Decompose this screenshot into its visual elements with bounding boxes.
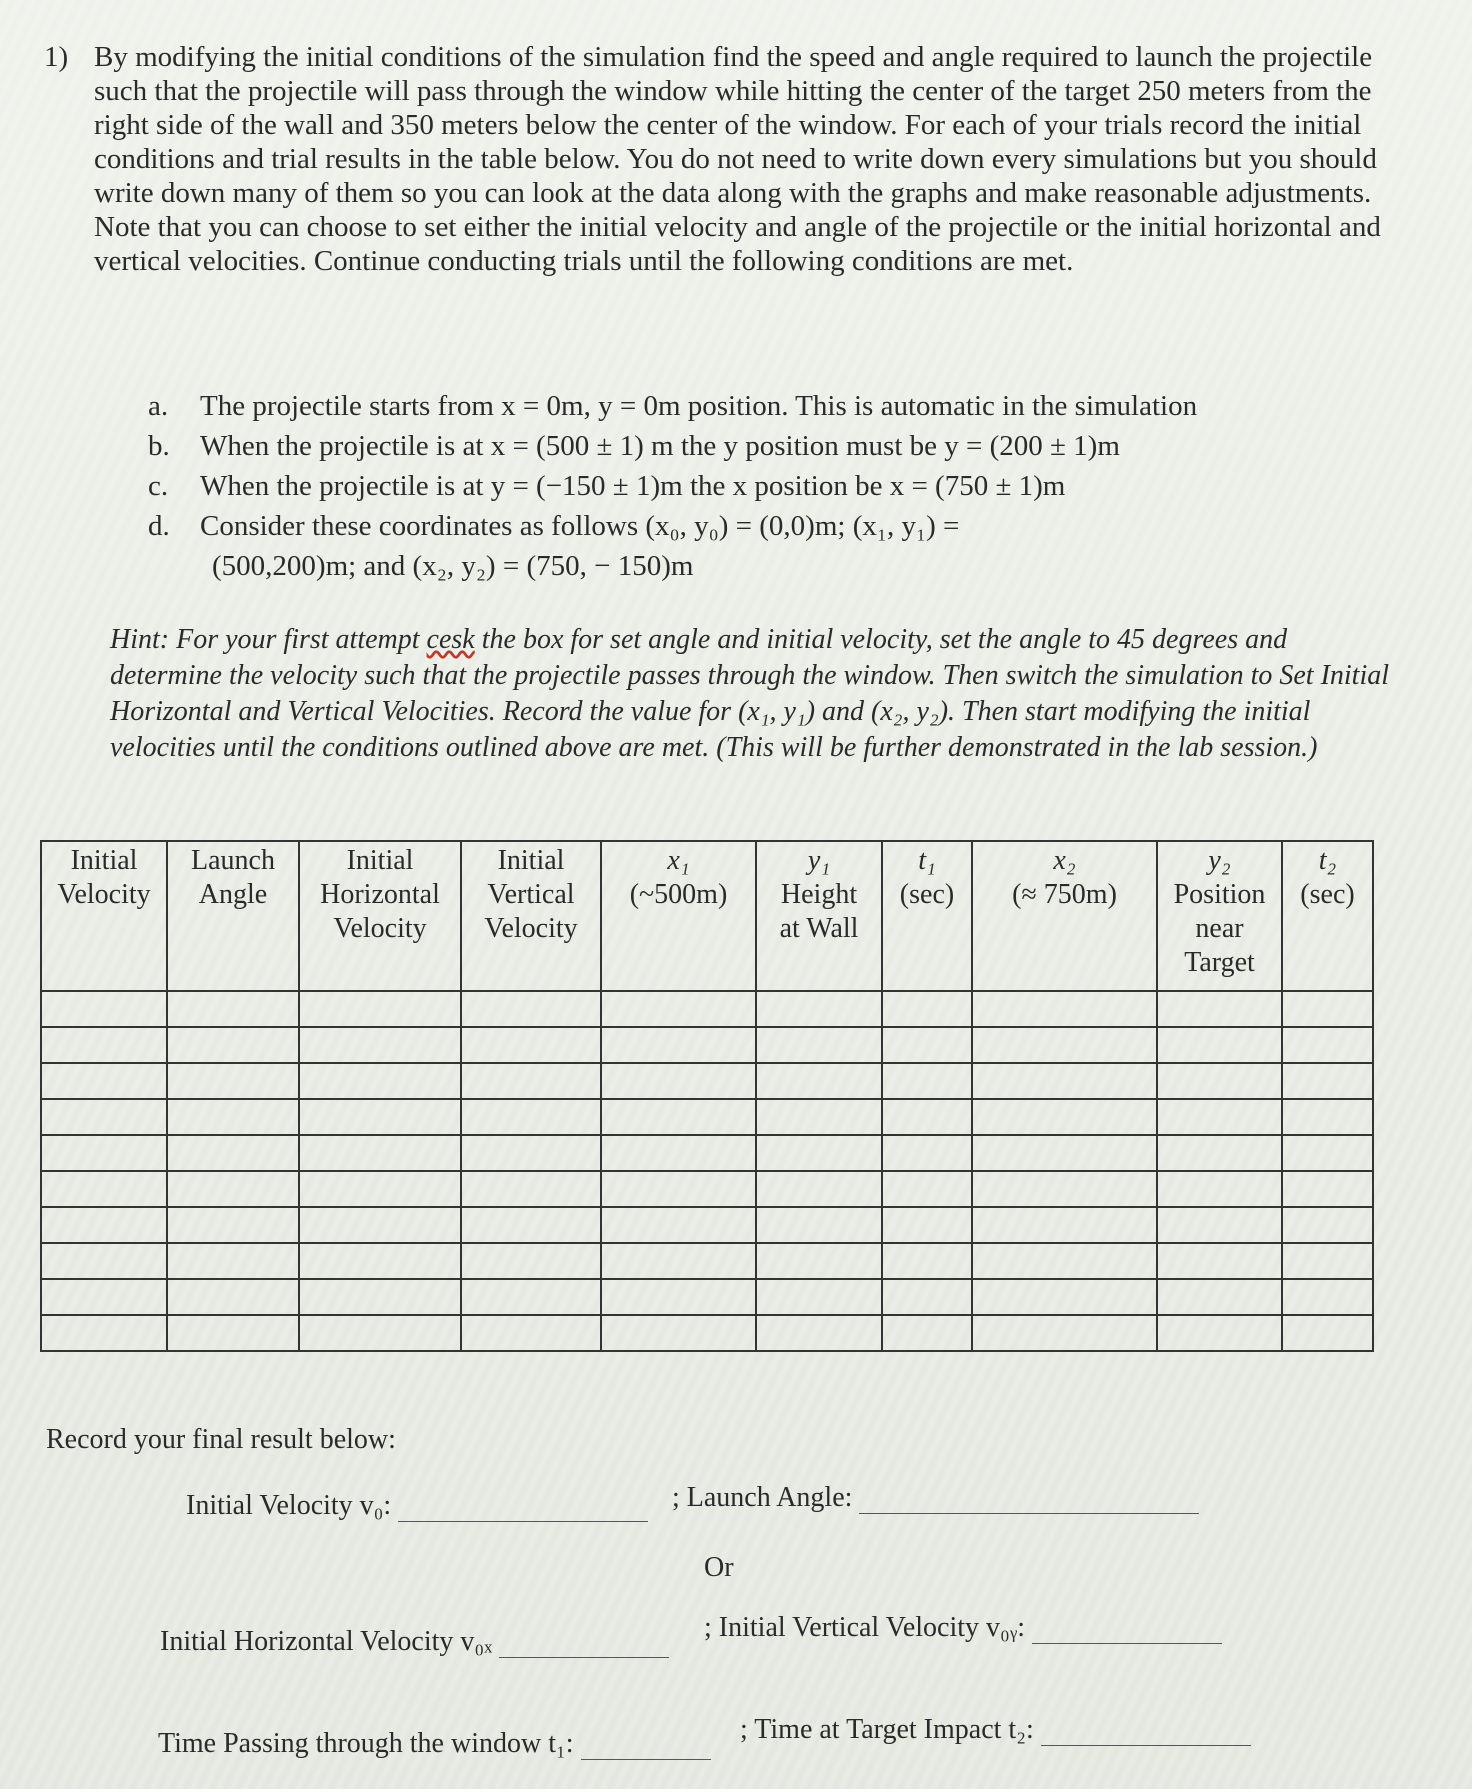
header-line: Initial — [346, 845, 414, 876]
header-line: Horizontal — [320, 879, 440, 910]
t2-row: ; Time at Target Impact t₂: — [740, 1714, 1251, 1746]
header-line: x₁ — [667, 845, 690, 876]
header-line: Target — [1184, 947, 1255, 978]
header-line: Velocity — [333, 913, 427, 944]
header-line: (sec) — [899, 879, 955, 910]
condition-d: d. Consider these coordinates as follows (x₀, y₀) = (0,0)m; (x₁, y₁) = — [148, 510, 960, 542]
header-line: t₁ — [918, 845, 936, 876]
final-heading: Record your final result below: — [46, 1424, 396, 1455]
question-number: 1) — [44, 41, 69, 73]
header-line: Launch — [191, 845, 275, 876]
t2-blank[interactable] — [1041, 1741, 1251, 1746]
condition-b: b. When the projectile is at x = (500 ± 1) m the y position must be y = (200 ± 1)m — [148, 430, 1120, 462]
header-line: Height — [780, 879, 858, 910]
header-line: near — [1195, 913, 1244, 944]
header-line: x₂ — [1053, 845, 1076, 876]
header-line: (~500m) — [629, 879, 728, 910]
condition-c: c. When the projectile is at y = (−150 ± 1)m the x position be x = (750 ± 1)m — [148, 470, 1066, 502]
launch-angle-blank[interactable] — [859, 1509, 1199, 1514]
header-line: y₁ — [807, 845, 831, 876]
horizontal-velocity-blank[interactable] — [499, 1653, 669, 1658]
header-line: Velocity — [484, 913, 578, 944]
t1-row: Time Passing through the window t₁: — [158, 1728, 711, 1760]
or-label: Or — [704, 1552, 734, 1583]
header-line: t₂ — [1318, 845, 1337, 876]
condition-d-continuation: (500,200)m; and (x₂, y₂) = (750, − 150)m — [212, 550, 694, 582]
header-line: Initial — [70, 845, 138, 876]
header-line: Velocity — [57, 879, 151, 910]
header-line: y₂ — [1208, 845, 1231, 876]
vertical-velocity-blank[interactable] — [1032, 1639, 1222, 1644]
header-line: Position — [1173, 879, 1266, 910]
header-line: at Wall — [779, 913, 859, 944]
vertical-velocity-row: ; Initial Vertical Velocity v₀ᵧ: — [704, 1612, 1222, 1644]
t1-blank[interactable] — [581, 1755, 711, 1760]
launch-angle-row: ; Launch Angle: — [672, 1482, 1199, 1514]
header-line: Initial — [497, 845, 565, 876]
header-line: Angle — [198, 879, 268, 910]
header-line: Vertical — [487, 879, 575, 910]
header-line: (≈ 750m) — [1012, 879, 1117, 910]
initial-velocity-blank[interactable] — [398, 1517, 648, 1522]
initial-velocity-row: Initial Velocity v₀: — [186, 1490, 648, 1522]
horizontal-velocity-row: Initial Horizontal Velocity v₀ₓ — [160, 1626, 669, 1658]
question-text: By modifying the initial conditions of the simulation find the speed and angle required to launch the projectile such that the projectile will pass through the window while hitting the center of the target 250 meters from the right side of the wall and 350 meters below the center of the window. For each of your trials record the initial conditions and trial results in the table below. You do not need to write down every simulations but you should write down many of them so you can look at the data along with the graphs and make reasonable adjustments. Note that you can choose to set either the initial velocity and angle of the projectile or the initial horizontal and vertical velocities. Continue conducting trials until the following conditions are met. — [94, 41, 1381, 277]
hint-paragraph: Hint: For your first attempt cesk the box for set angle and initial velocity, set the angle to 45 degrees and determine the velocity such that the projectile passes through the window. Then switch the simulation to Set Initial Horizontal and Vertical Velocities. Record the value for (x₁, y₁) and (x₂, y₂). Then start modifying the initial velocities until the conditions outlined above are met. (This will be further demonstrated in the lab session.) — [110, 624, 1390, 763]
misspelled-word: cesk — [426, 624, 475, 655]
header-line: (sec) — [1300, 879, 1355, 910]
condition-a: a. The projectile starts from x = 0m, y = 0m position. This is automatic in the simulation — [148, 390, 1198, 422]
